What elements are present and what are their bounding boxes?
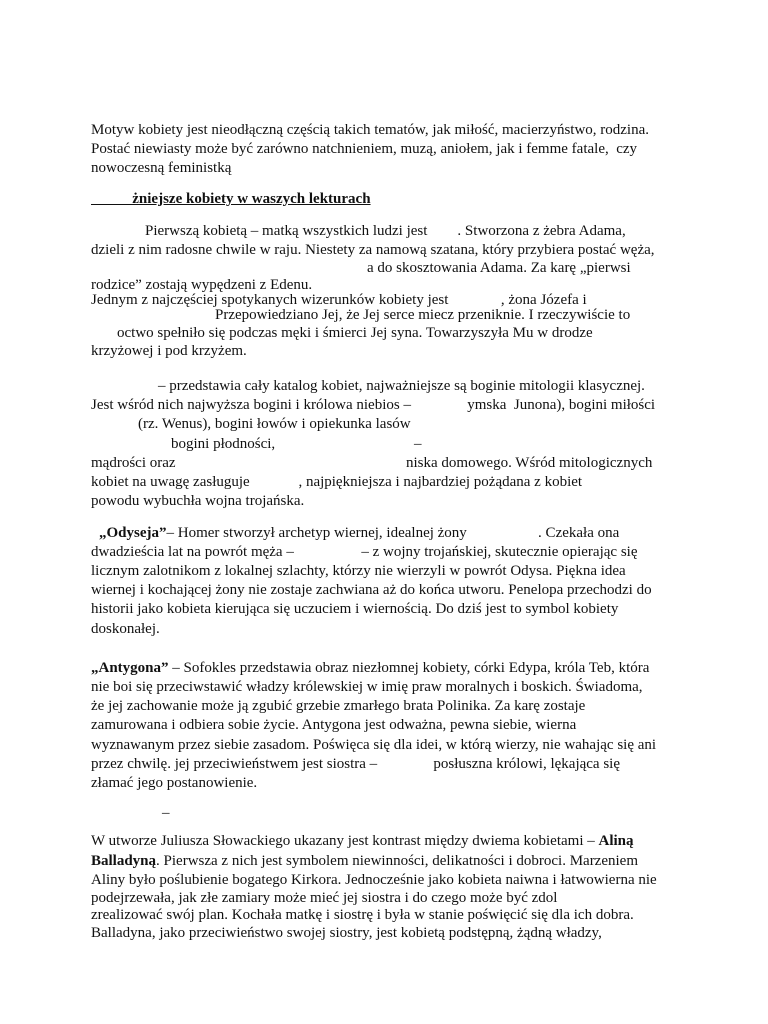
p2-line-3: (rz. Wenus), bogini łowów i opiekunka lasów [138,416,411,432]
p4-line-4: zamurowana i odbiera sobie życie. Antygona jest odważna, pewna siebie, wierna [91,717,577,733]
p4-line-1-text: – Sofokles przedstawia obraz niezłomnej kobiety, córki Edypa, króla Teb, która [168,660,650,676]
p4-line-3: że jej zachowanie może ją zgubić grzebie zmarłego brata Polinika. Za karę zostaje [91,698,586,714]
p5-line-5: zrealizować swój plan. Kochała matkę i siostrę i była w stanie poświęcić się dla ich dobra. [91,907,634,923]
p3-line-3: licznym zalotnikom z lokalnej szlachty, którzy nie wierzyli w powrót Odysa. Piękna idea [91,563,626,579]
p3-line-6: doskonałej. [91,621,160,637]
p5-line-4: podejrzewała, jak złe zamiary może mieć jej siostra i do czego może być zdol [91,890,558,906]
p4-line-5: wyznawanym przez siebie zasadom. Poświęca się dla idei, w którą wierzy, nie wahając się ani [91,737,657,753]
p3-line-5: historii jako kobieta kierująca się uczuciem i wiernością. Do dziś jest to symbol kobiety [91,601,619,617]
p5-line-6: Balladyna, jako przeciwieństwo swojej siostry, jest kobietą podstępną, żądną władzy, [91,925,602,941]
intro-line-3: nowoczesną feministką [91,160,232,176]
p4-line-1 [91,659,649,678]
p2-line-6: kobiet na uwagę zasługuje , najpiękniejsza i najbardziej pożądana z kobiet [91,474,583,490]
p2-line-4a: bogini płodności, [171,436,276,452]
p2-line-5a: mądrości oraz [91,455,176,471]
intro-line-2: Postać niewiasty może być zarówno natchnieniem, muzą, aniołem, jak i femme fatale, czy [91,141,638,157]
p3-line-2: dwadzieścia lat na powrót męża – – z wojny trojańskiej, skutecznie opierając się [91,544,638,560]
p1-line-8: krzyżowej i pod krzyżem. [91,343,247,359]
p5-line-2-text: . Pierwsza z nich jest symbolem niewinności, delikatności i dobroci. Marzeniem [156,853,638,869]
p2-line-5b: niska domowego. Wśród mitologicznych [406,455,653,471]
alina-name: Aliną [598,833,634,849]
intro-line-1: Motyw kobiety jest nieodłączną częścią takich tematów, jak miłość, macierzyństwo, rodzina. [91,122,650,138]
p5-line-3: Aliny było poślubienie bogatego Kirkora. Jednocześnie jako kobieta naiwna i łatwowierna nie [91,872,657,888]
lone-dash: – [162,805,170,821]
p1-line-7: octwo spełniło się podczas męki i śmierci Jej syna. Towarzyszyła Mu w drodze [117,325,593,341]
p2-line-1: – przedstawia cały katalog kobiet, najważniejsze są boginie mitologii klasycznej. [158,378,645,394]
p2-line-7: powodu wybuchła wojna trojańska. [91,493,305,509]
p1-line-2: dzieli z nim radosne chwile w raju. Niestety za namową szatana, który przybiera postać węża, [91,242,655,258]
p3-line-1 [99,524,619,543]
section-heading: żniejsze kobiety w waszych lekturach [91,191,371,207]
p4-line-7: złamać jego postanowienie. [91,775,258,791]
balladyna-name: Balladyną [91,853,157,869]
p1-line-1: Pierwszą kobietą – matką wszystkich ludzi jest . Stworzona z żebra Adama, [145,223,626,239]
p3-line-1-text: – Homer stworzył archetyp wiernej, idealnej żony . Czekała ona [166,525,620,541]
p5-line-2 [91,852,638,871]
p3-line-4: wiernej i kochającej żony nie zostaje zachwiana aż do końca utworu. Penelopa przechodzi do [91,582,652,598]
p4-line-6: przez chwilę. jej przeciwieństwem jest siostra – posłuszna królowi, lękająca się [91,756,620,772]
p2-line-2: Jest wśród nich najwyższa bogini i królowa niebios – ymska Junona), bogini miłości [91,397,656,413]
p1-line-5: Jednym z najczęściej spotykanych wizerunków kobiety jest , żona Józefa i [91,292,587,308]
odyseja-title: „Odyseja” [99,525,167,541]
p5-line-1-text: W utworze Juliusza Słowackiego ukazany jest kontrast między dwiema kobietami – [91,833,599,849]
p5-line-1 [91,832,634,851]
p1-line-4: rodzice” zostają wypędzeni z Edenu. [91,277,313,293]
antygona-title: „Antygona” [91,660,169,676]
p2-line-4b: – [414,436,422,452]
p4-line-2: nie boi się przeciwstawić władzy królewskiej w imię praw moralnych i boskich. Świadoma, [91,679,643,695]
p1-line-6: Przepowiedziano Jej, że Jej serce miecz przeniknie. I rzeczywiście to [215,307,631,323]
p1-line-3: a do skosztowania Adama. Za karę „pierwsi [367,260,631,276]
